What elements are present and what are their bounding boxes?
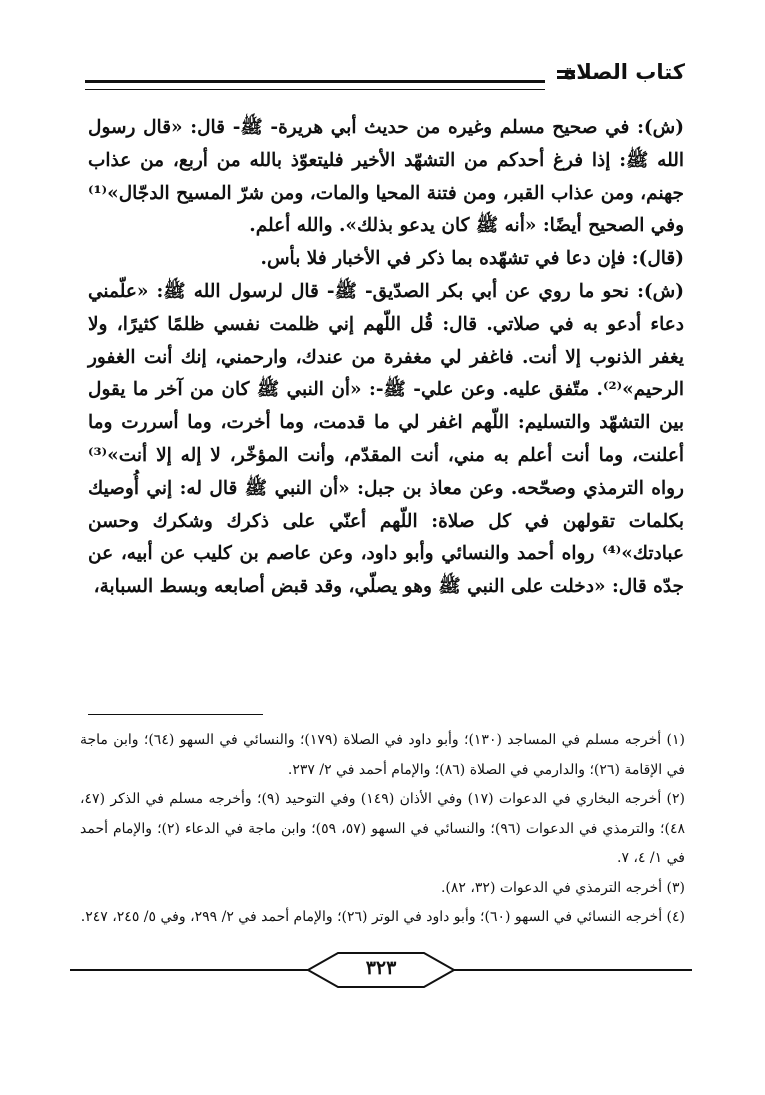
- page-number: ٣٢٣: [365, 957, 397, 979]
- header-ornament: [557, 70, 575, 79]
- header-rule: [85, 80, 545, 90]
- body-paragraph-2: (قال): فإن دعا في تشهّده بما ذكر في الأخبار فلا بأس.: [260, 248, 684, 270]
- chapter-title: كتاب الصلاة: [563, 60, 685, 84]
- page-footer: [70, 950, 692, 990]
- footnote-separator: [88, 714, 263, 715]
- footnote-2: (٢) أخرجه البخاري في الدعوات (١٧) وفي الأذان (١٤٩) وفي التوحيد (٩)؛ وأخرجه مسلم في الذكر (٤٧، ٤٨)؛ والترمذي في الدعوات (٩٦)؛ والنسائي في السهو (٥٧، ٥٩)؛ وابن ماجة في الدعاء (٢)؛ والإمام أحمد في ١/ ٤، ٧.: [80, 791, 685, 866]
- running-header: [85, 58, 685, 98]
- body-paragraph-3: (ش): نحو ما روي عن أبي بكر الصدّيق- ﷺ- قال لرسول الله ﷺ: «علّمني دعاء أدعو به في صلاتي. قال: قُل اللّهم إني ظلمت نفسي ظلمًا كثيرًا، ولا يغفر الذنوب إلا أنت. فاغفر لي مغفرة من عندك، وارحمني، إنك أنت الغفور الرحيم»⁽²⁾. متّفق عليه. وعن علي- ﷺ-: «أن النبي ﷺ كان من آخر ما يقول بين التشهّد والتسليم: اللّهم اغفر لي ما قدمت، وما أخرت، وما أسررت وما أعلنت، وما أنت أعلم به مني، أنت المقدّم، وأنت المؤخّر، لا إله إلا أنت»⁽³⁾ رواه الترمذي وصحّحه. وعن معاذ بن جبل: «أن النبي ﷺ قال له: إني أُوصيك بكلمات تقولهن في كل صلاة: اللّهم أعنّي على ذكرك وشكرك وحسن عبادتك»⁽⁴⁾ رواه أحمد والنسائي وأبو داود، وعن عاصم بن كليب عن أبيه، عن جدّه قال: «دخلت على النبي ﷺ وهو يصلّي، وقد قبض أصابعه وبسط السبابة،: [88, 280, 684, 598]
- body-paragraph-1: (ش): في صحيح مسلم وغيره من حديث أبي هريرة- ﷺ- قال: «قال رسول الله ﷺ: إذا فرغ أحدكم من التشهّد الأخير فليتعوّذ بالله من أربع، من عذاب جهنم، ومن عذاب القبر، ومن فتنة المحيا والمات، ومن شرّ المسيح الدجّال»⁽¹⁾ وفي الصحيح أيضًا: «أنه ﷺ كان يدعو بذلك». والله أعلم.: [88, 117, 684, 237]
- main-text: [88, 112, 684, 604]
- footnote-1: (١) أخرجه مسلم في المساجد (١٣٠)؛ وأبو داود في الصلاة (١٧٩)؛ والنسائي في السهو (٦٤)؛ وابن ماجة في الإقامة (٢٦)؛ والدارمي في الصلاة (٨٦)؛ والإمام أحمد في ٢/ ٢٣٧.: [80, 732, 685, 778]
- footnote-3: (٣) أخرجه الترمذي في الدعوات (٣٢، ٨٢).: [440, 879, 685, 896]
- footnotes: [80, 726, 685, 933]
- footnote-4: (٤) أخرجه النسائي في السهو (٦٠)؛ وأبو داود في الوتر (٢٦)؛ والإمام أحمد في ٢/ ٢٩٩، وفي ٥/ ٢٤٥، ٢٤٧.: [80, 909, 685, 925]
